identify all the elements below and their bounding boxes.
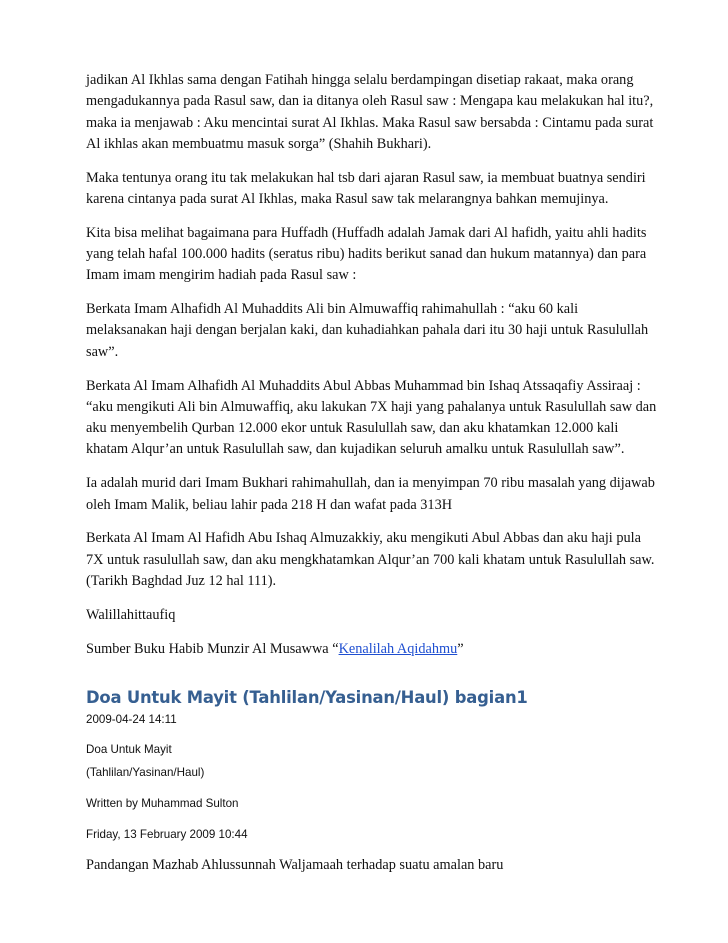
paragraph-3: Kita bisa melihat bagaimana para Huffadh (Huffadh adalah Jamak dari Al hafidh, yaitu ahli hadits yang telah hafal 100.000 hadits (seratus ribu) hadits berikut sanad dan hukum matannya) dan para Imam imam mengirim hadiah pada Rasul saw : bbox=[86, 224, 647, 284]
body-text bbox=[86, 70, 661, 660]
article-date: Friday, 13 February 2009 10:44 bbox=[86, 827, 248, 841]
paragraph-2: Maka tentunya orang itu tak melakukan hal tsb dari ajaran Rasul saw, ia membuat buatnya sendiri karena cintanya pada surat Al Ikhlas, maka Rasul saw tak melarangnya bahkan memujinya. bbox=[86, 169, 646, 207]
paragraph-5: Berkata Al Imam Alhafidh Al Muhaddits Abul Abbas Muhammad bin Ishaq Atssaqafiy Assiraaj : “aku mengikuti Ali bin Almuwaffiq, aku lakukan 7X haji yang pahalanya untuk Rasulullah saw dan aku menyembelih Qurban 12.000 ekor untuk Rasulullah saw, dan aku khatamkan 12.000 kali khatam Alqur’an untuk Rasulullah saw, dan kujadikan seluruh amalku untuk Rasulullah saw”. bbox=[86, 377, 657, 458]
paragraph-closing: Walillahittaufiq bbox=[86, 606, 176, 623]
source-prefix: Sumber Buku Habib Munzir Al Musawwa “ bbox=[86, 640, 339, 657]
source-suffix: ” bbox=[457, 640, 464, 657]
article-title-line-1: Doa Untuk Mayit bbox=[86, 742, 172, 756]
paragraph-6: Ia adalah murid dari Imam Bukhari rahimahullah, dan ia menyimpan 70 ribu masalah yang dijawab oleh Imam Malik, beliau lahir pada 218 H dan wafat pada 313H bbox=[86, 475, 655, 513]
paragraph-7: Berkata Al Imam Al Hafidh Abu Ishaq Almuzakkiy, aku mengikuti Abul Abbas dan aku haji pula 7X untuk rasulullah saw, dan aku mengkhatamkan Alqur’an 700 kali khatam untuk Rasulullah saw. (Tarikh Baghdad Juz 12 hal 111). bbox=[86, 530, 655, 589]
source-book-link[interactable]: Kenalilah Aqidahmu bbox=[338, 640, 458, 657]
article-datetime: 2009-04-24 14:11 bbox=[86, 712, 177, 726]
paragraph-4: Berkata Imam Alhafidh Al Muhaddits Ali bin Almuwaffiq rahimahullah : “aku 60 kali melaksanakan haji dengan berjalan kaki, dan kuhadiahkan pahala dari itu 30 haji untuk Rasulullah saw”. bbox=[86, 301, 649, 360]
paragraph-1: jadikan Al Ikhlas sama dengan Fatihah hingga selalu berdampingan disetiap rakaat, maka orang mengadukannya pada Rasul saw, dan ia ditanya oleh Rasul saw : Mengapa kau melakukan hal itu?, maka ia menjawab : Aku mencintai surat Al Ikhlas. Maka Rasul saw bersabda : Cintamu pada surat Al ikhlas akan membuatmu masuk sorga” (Shahih Bukhari). bbox=[86, 72, 654, 152]
document-body bbox=[86, 70, 661, 889]
article-intro: Pandangan Mazhab Ahlussunnah Waljamaah terhadap suatu amalan baru bbox=[86, 856, 504, 873]
source-line bbox=[86, 639, 661, 660]
article-title-line-2: (Tahlilan/Yasinan/Haul) bbox=[86, 765, 205, 779]
article-meta bbox=[86, 711, 661, 844]
article-heading: Doa Untuk Mayit (Tahlilan/Yasinan/Haul) bagian1 bbox=[86, 687, 528, 707]
article-author: Written by Muhammad Sulton bbox=[86, 796, 239, 810]
